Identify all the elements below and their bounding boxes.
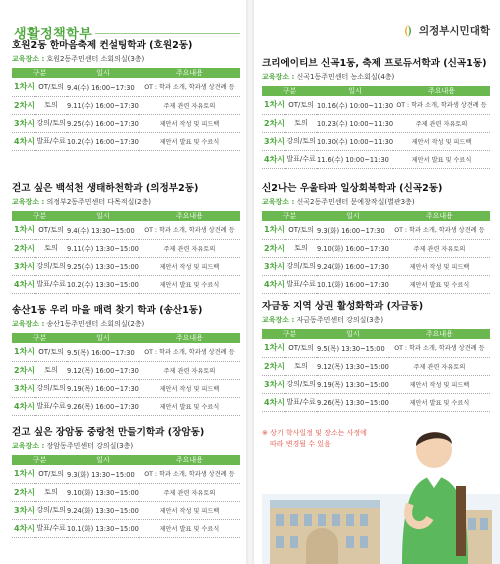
- date-cell: 10.1(화) 13:30~15:00: [67, 519, 139, 537]
- schedule-table: [12, 68, 240, 151]
- program-place: [12, 319, 240, 329]
- schedule-table: [12, 211, 240, 294]
- table-row: [262, 239, 490, 257]
- col-content: 주요내용: [139, 455, 240, 465]
- round-cell: 3차시: [12, 379, 35, 397]
- content-cell: 제안서 발표 및 수료식: [139, 397, 240, 415]
- type-cell: 강의/토의: [285, 132, 317, 150]
- table-row: [262, 96, 490, 114]
- table-row: [262, 393, 490, 411]
- round-cell: 3차시: [12, 257, 35, 275]
- place-value: 장암동주민센터 강의실(3층): [46, 442, 134, 450]
- program-block: [12, 424, 240, 538]
- date-cell: 9.24(화) 13:30~15:00: [67, 501, 139, 519]
- table-row: [12, 397, 240, 415]
- table-row: [12, 483, 240, 501]
- type-cell: 토의: [285, 239, 317, 257]
- col-round: 구분: [12, 211, 67, 221]
- table-row: [12, 343, 240, 361]
- university-logo-icon: [401, 24, 415, 38]
- col-round: 구분: [262, 211, 317, 221]
- program-block: [12, 302, 240, 416]
- content-cell: 주제 관련 자유토의: [389, 357, 490, 375]
- table-row: [262, 114, 490, 132]
- col-date: 일시: [317, 86, 393, 96]
- place-value: 신곡1동주민센터 농소회실(4층): [296, 73, 395, 81]
- table-row: [262, 150, 490, 168]
- program-title: 걷고 싶은 백석천 생태하천학과 (의정부2동): [12, 183, 199, 194]
- col-content: 주요내용: [389, 329, 490, 339]
- round-cell: 4차시: [262, 150, 285, 168]
- col-round: 구분: [262, 86, 317, 96]
- table-row: [12, 96, 240, 114]
- program-title: 호원2동 한마음축제 컨설팅학과 (호원2동): [12, 40, 193, 51]
- content-cell: 제안서 작성 및 피드백: [139, 501, 240, 519]
- place-label: 교육장소 :: [12, 442, 45, 450]
- content-cell: 제안서 작성 및 피드백: [389, 257, 490, 275]
- program-title: 크리에이티브 신곡1동, 축제 프로듀서학과 (신곡1동): [262, 58, 487, 69]
- content-cell: OT : 학과 소개, 학과생 상견례 등: [139, 78, 240, 96]
- date-cell: 9.26(목) 16:00~17:30: [67, 397, 139, 415]
- university-brand: [401, 23, 490, 38]
- round-cell: 1차시: [262, 96, 285, 114]
- type-cell: 강의/토의: [285, 257, 317, 275]
- schedule-note: [262, 428, 367, 450]
- date-cell: 10.23(수) 10:00~11:30: [317, 114, 393, 132]
- round-cell: 4차시: [262, 393, 285, 411]
- col-round: 구분: [12, 68, 67, 78]
- col-date: 일시: [317, 211, 389, 221]
- date-cell: 10.1(화) 16:00~17:30: [317, 275, 389, 293]
- col-date: 일시: [67, 455, 139, 465]
- date-cell: 9.3(화) 13:30~15:00: [67, 465, 139, 483]
- table-row: [262, 357, 490, 375]
- content-cell: 주제 관련 자유토의: [139, 483, 240, 501]
- content-cell: OT : 학과 소개, 학과생 상견례 등: [389, 221, 490, 239]
- col-content: 주요내용: [139, 68, 240, 78]
- date-cell: 9.12(목) 13:30~15:00: [317, 357, 389, 375]
- schedule-table: [12, 333, 240, 416]
- program-title: 걷고 싶은 장암동 중랑천 만들기학과 (장암동): [12, 427, 205, 438]
- type-cell: 발표/수료: [35, 519, 67, 537]
- date-cell: 9.4(수) 16:00~17:30: [67, 78, 139, 96]
- round-cell: 3차시: [262, 257, 285, 275]
- place-value: 호원2동주민센터 소회의실(3층): [46, 55, 145, 63]
- university-name: 의정부시민대학: [418, 25, 490, 37]
- table-row: [12, 114, 240, 132]
- type-cell: 토의: [35, 96, 67, 114]
- round-cell: 3차시: [262, 375, 285, 393]
- round-cell: 2차시: [12, 96, 35, 114]
- content-cell: OT : 학과 소개, 학과생 상견례 등: [139, 221, 240, 239]
- table-row: [12, 519, 240, 537]
- col-date: 일시: [67, 333, 139, 343]
- type-cell: OT/토의: [35, 78, 67, 96]
- round-cell: 1차시: [262, 221, 285, 239]
- program-place: [262, 72, 490, 82]
- program-block: [262, 180, 490, 294]
- note-line: ※ 상기 학사일정 및 장소는 사정에: [262, 429, 367, 437]
- date-cell: 9.24(화) 16:00~17:30: [317, 257, 389, 275]
- place-label: 교육장소 :: [12, 198, 45, 206]
- place-value: 의정부2동주민센터 다목적실(2층): [46, 198, 152, 206]
- table-row: [12, 257, 240, 275]
- content-cell: OT : 학과 소개, 학과생 상견례 등: [393, 96, 490, 114]
- col-round: 구분: [262, 329, 317, 339]
- program-block: [12, 37, 240, 151]
- date-cell: 10.30(수) 10:00~11:30: [317, 132, 393, 150]
- page-gutter: [246, 0, 254, 564]
- content-cell: 주제 관련 자유토의: [139, 96, 240, 114]
- type-cell: OT/토의: [35, 343, 67, 361]
- date-cell: 9.25(수) 13:30~15:00: [67, 257, 139, 275]
- date-cell: 9.19(목) 16:00~17:30: [67, 379, 139, 397]
- type-cell: 발표/수료: [35, 132, 67, 150]
- date-cell: 9.11(수) 13:30~15:00: [67, 239, 139, 257]
- round-cell: 1차시: [262, 339, 285, 357]
- round-cell: 4차시: [262, 275, 285, 293]
- content-cell: 제안서 발표 및 수료식: [389, 275, 490, 293]
- content-cell: 제안서 작성 및 피드백: [389, 375, 490, 393]
- program-place: [12, 441, 240, 451]
- program-block: [262, 298, 490, 412]
- date-cell: 9.3(화) 16:00~17:30: [317, 221, 389, 239]
- type-cell: 발표/수료: [285, 275, 317, 293]
- type-cell: 강의/토의: [285, 375, 317, 393]
- note-line: 따라 변경될 수 있음: [270, 440, 331, 448]
- date-cell: 9.19(목) 13:30~15:00: [317, 375, 389, 393]
- type-cell: OT/토의: [285, 221, 317, 239]
- round-cell: 2차시: [262, 239, 285, 257]
- table-row: [262, 275, 490, 293]
- date-cell: 10.2(수) 16:00~17:30: [67, 132, 139, 150]
- place-value: 신곡2동주민센터 문예창작실(별관3층): [296, 198, 415, 206]
- col-date: 일시: [67, 211, 139, 221]
- type-cell: 발표/수료: [35, 275, 67, 293]
- content-cell: 제안서 발표 및 수료식: [389, 393, 490, 411]
- content-cell: 제안서 작성 및 피드백: [139, 114, 240, 132]
- table-row: [12, 132, 240, 150]
- round-cell: 4차시: [12, 132, 35, 150]
- content-cell: 제안서 발표 및 수료식: [393, 150, 490, 168]
- col-content: 주요내용: [389, 211, 490, 221]
- place-label: 교육장소 :: [262, 73, 295, 81]
- date-cell: 9.25(수) 16:00~17:30: [67, 114, 139, 132]
- type-cell: 발표/수료: [285, 150, 317, 168]
- table-row: [12, 465, 240, 483]
- table-row: [262, 132, 490, 150]
- program-title: 신2나는 우울타파 일상회복학과 (신곡2동): [262, 183, 443, 194]
- program-place: [12, 54, 240, 64]
- round-cell: 4차시: [12, 275, 35, 293]
- date-cell: 9.26(목) 13:30~15:00: [317, 393, 389, 411]
- date-cell: 9.12(목) 16:00~17:30: [67, 361, 139, 379]
- date-cell: 11.6(수) 10:00~11:30: [317, 150, 393, 168]
- table-row: [262, 257, 490, 275]
- place-value: 송산1동주민센터 소회의실(2층): [46, 320, 145, 328]
- schedule-table: [262, 329, 490, 412]
- content-cell: 제안서 작성 및 피드백: [393, 132, 490, 150]
- type-cell: 강의/토의: [35, 114, 67, 132]
- round-cell: 3차시: [12, 114, 35, 132]
- round-cell: 3차시: [262, 132, 285, 150]
- type-cell: 발표/수료: [285, 393, 317, 411]
- date-cell: 9.4(수) 13:30~15:00: [67, 221, 139, 239]
- content-cell: 주제 관련 자유토의: [389, 239, 490, 257]
- type-cell: 토의: [285, 114, 317, 132]
- type-cell: 강의/토의: [35, 501, 67, 519]
- type-cell: 토의: [35, 483, 67, 501]
- type-cell: 강의/토의: [35, 379, 67, 397]
- schedule-table: [12, 455, 240, 538]
- table-row: [12, 78, 240, 96]
- content-cell: 제안서 작성 및 피드백: [139, 379, 240, 397]
- program-title: 자금동 지역 상권 활성화학과 (자금동): [262, 301, 424, 312]
- round-cell: 2차시: [12, 483, 35, 501]
- round-cell: 1차시: [12, 343, 35, 361]
- col-content: 주요내용: [139, 211, 240, 221]
- round-cell: 3차시: [12, 501, 35, 519]
- type-cell: OT/토의: [285, 339, 317, 357]
- date-cell: 9.10(화) 16:00~17:30: [317, 239, 389, 257]
- round-cell: 4차시: [12, 397, 35, 415]
- program-place: [262, 315, 490, 325]
- col-date: 일시: [67, 68, 139, 78]
- schedule-table: [262, 86, 490, 169]
- table-row: [12, 501, 240, 519]
- table-row: [12, 275, 240, 293]
- place-value: 자금동주민센터 강의실(3층): [296, 316, 384, 324]
- round-cell: 2차시: [262, 357, 285, 375]
- round-cell: 2차시: [12, 361, 35, 379]
- type-cell: OT/토의: [285, 96, 317, 114]
- col-round: 구분: [12, 455, 67, 465]
- date-cell: 9.5(목) 16:00~17:30: [67, 343, 139, 361]
- type-cell: OT/토의: [35, 465, 67, 483]
- place-label: 교육장소 :: [262, 316, 295, 324]
- type-cell: 토의: [35, 361, 67, 379]
- type-cell: 토의: [35, 239, 67, 257]
- program-place: [262, 197, 490, 207]
- table-row: [262, 375, 490, 393]
- content-cell: OT : 학과 소개, 학과생 상견례 등: [139, 343, 240, 361]
- schedule-table: [262, 211, 490, 294]
- content-cell: 제안서 발표 및 수료식: [139, 519, 240, 537]
- table-row: [12, 239, 240, 257]
- content-cell: 주제 관련 자유토의: [393, 114, 490, 132]
- round-cell: 1차시: [12, 221, 35, 239]
- round-cell: 2차시: [262, 114, 285, 132]
- round-cell: 1차시: [12, 78, 35, 96]
- place-label: 교육장소 :: [12, 55, 45, 63]
- round-cell: 4차시: [12, 519, 35, 537]
- col-content: 주요내용: [393, 86, 490, 96]
- type-cell: 강의/토의: [35, 257, 67, 275]
- content-cell: 주제 관련 자유토의: [139, 239, 240, 257]
- type-cell: 토의: [285, 357, 317, 375]
- table-row: [262, 339, 490, 357]
- date-cell: 10.2(수) 13:30~15:00: [67, 275, 139, 293]
- date-cell: 9.10(화) 13:30~15:00: [67, 483, 139, 501]
- type-cell: 발표/수료: [35, 397, 67, 415]
- col-date: 일시: [317, 329, 389, 339]
- program-title: 송산1동 우리 마을 매력 찾기 학과 (송산1동): [12, 305, 203, 316]
- content-cell: 제안서 발표 및 수료식: [139, 275, 240, 293]
- table-row: [12, 379, 240, 397]
- program-place: [12, 197, 240, 207]
- content-cell: 주제 관련 자유토의: [139, 361, 240, 379]
- date-cell: 10.16(수) 10:00~11:30: [317, 96, 393, 114]
- content-cell: OT : 학과 소개, 학과생 상견례 등: [139, 465, 240, 483]
- col-content: 주요내용: [139, 333, 240, 343]
- col-round: 구분: [12, 333, 67, 343]
- program-block: [262, 55, 490, 169]
- date-cell: 9.5(목) 13:30~15:00: [317, 339, 389, 357]
- place-label: 교육장소 :: [262, 198, 295, 206]
- section-title: 생활정책학부: [14, 27, 93, 42]
- place-label: 교육장소 :: [12, 320, 45, 328]
- table-row: [262, 221, 490, 239]
- round-cell: 1차시: [12, 465, 35, 483]
- content-cell: OT : 학과 소개, 학과생 상견례 등: [389, 339, 490, 357]
- content-cell: 제안서 발표 및 수료식: [139, 132, 240, 150]
- table-row: [12, 361, 240, 379]
- content-cell: 제안서 작성 및 피드백: [139, 257, 240, 275]
- table-row: [12, 221, 240, 239]
- type-cell: OT/토의: [35, 221, 67, 239]
- round-cell: 2차시: [12, 239, 35, 257]
- section-divider: [95, 33, 240, 34]
- program-block: [12, 180, 240, 294]
- date-cell: 9.11(수) 16:00~17:30: [67, 96, 139, 114]
